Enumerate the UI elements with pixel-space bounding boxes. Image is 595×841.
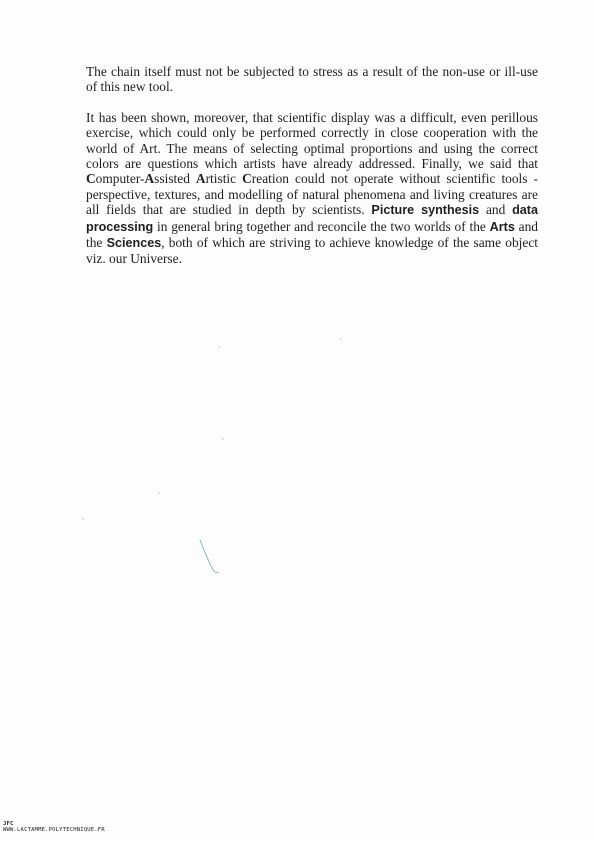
conjunction-1: and (479, 202, 513, 218)
scan-speck (222, 438, 224, 440)
cac-letter-2: A (144, 171, 155, 187)
scan-speck (158, 492, 160, 494)
cac-letter-4: C (242, 171, 252, 187)
scan-speck (82, 518, 84, 520)
page-footer (3, 821, 105, 833)
cac-letter-1: C (86, 171, 96, 187)
scan-speck (218, 346, 220, 348)
cac-word-3: rtistic (205, 171, 243, 187)
paragraph-2-text-4: , both of which are striving to achieve knowledge of the same object viz. our Universe. (86, 235, 538, 267)
paragraph-2 (86, 110, 538, 267)
paragraph-2-text-3: in general bring together and reconcile the two worlds of the (153, 218, 490, 234)
footer-url: WWW.LACTAMME.POLYTECHNIQUE.FR (3, 827, 105, 833)
paragraph-1: The chain itself must not be subjected to stress as a result of the non-use or ill-use of this new tool. (86, 64, 538, 95)
footer-logo: JFC (3, 821, 14, 827)
scan-speck (340, 338, 342, 340)
term-sciences: Sciences (106, 236, 162, 251)
conjunction-2: and the (86, 218, 539, 251)
document-body (86, 64, 538, 267)
term-arts: Arts (489, 219, 515, 234)
paragraph-2-text-1: It has been shown, moreover, that scientific display was a difficult, even perillous exercise, which could only be performed correctly in close cooperation with the world of Art. The means of selecting optimal proportions and using the correct colors are questions which artists have already addressed. Finally, we said that (86, 109, 538, 172)
term-picture-synthesis: Picture synthesis (371, 203, 480, 218)
cac-word-1: omputer- (95, 171, 145, 187)
term-data-processing: data processing (86, 203, 539, 234)
cac-letter-3: A (195, 171, 206, 187)
paragraph-2-text-2: could not operate without scientific tools - perspective, textures, and modelling of natural phenomena and living creatures are all fields that are studied in depth by scientists. (86, 171, 538, 218)
cac-word-4: reation (251, 171, 289, 187)
scan-pen-mark (198, 538, 228, 578)
cac-word-2: ssisted (154, 171, 196, 187)
